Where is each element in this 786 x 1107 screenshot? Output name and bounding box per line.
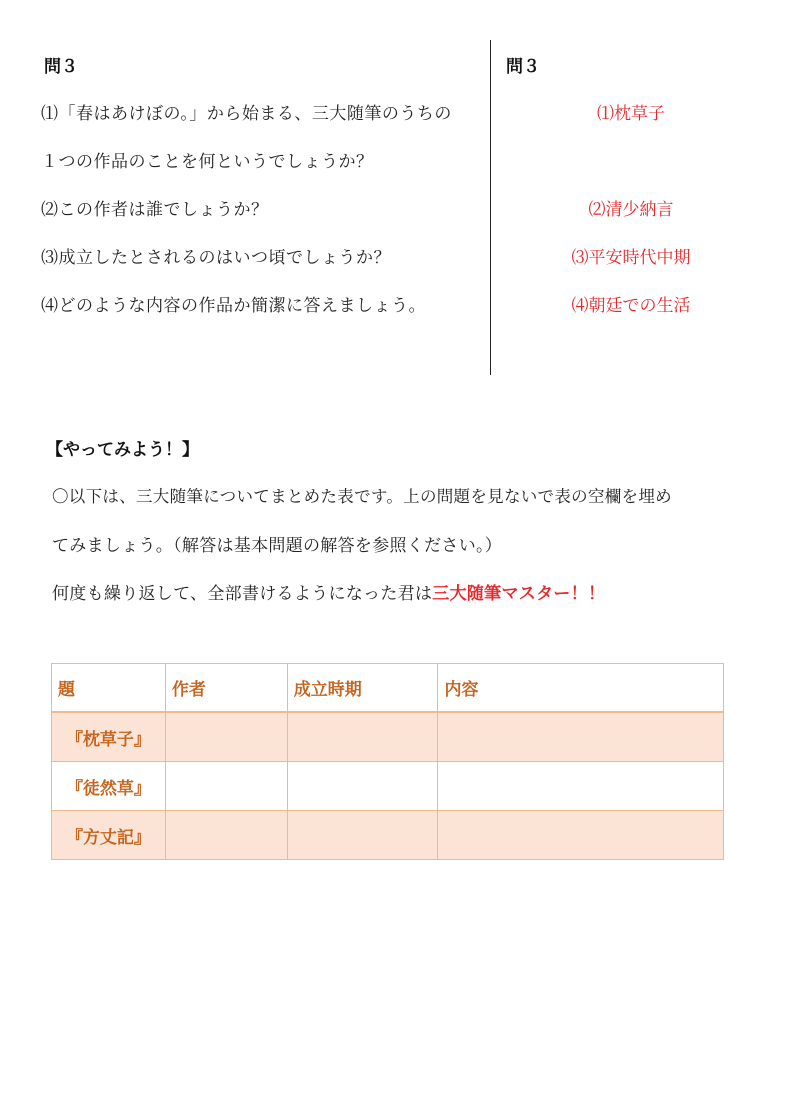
exercise-line-3-text: 何度も繰り返して、全部書けるようになった君は [52, 584, 433, 604]
exercise-line-3 [52, 579, 605, 604]
blank-cell[interactable] [438, 762, 724, 811]
header-period: 成立時期 [287, 664, 438, 713]
blank-cell[interactable] [165, 811, 287, 860]
exercise-line-2: てみましょう。（解答は基本問題の解答を参照ください。） [52, 536, 503, 556]
answer-4: ⑷朝廷での生活 [571, 296, 691, 316]
blank-cell[interactable] [165, 712, 287, 762]
blank-cell[interactable] [287, 712, 438, 762]
blank-cell[interactable] [287, 762, 438, 811]
blank-cell[interactable] [165, 762, 287, 811]
question-line-1: ⑴「春はあけぼの。」から始まる、三大随筆のうちの [41, 104, 452, 124]
header-title: 題 [52, 664, 166, 713]
blank-cell[interactable] [438, 811, 724, 860]
question-line-5: ⑷どのような内容の作品か簡潔に答えましょう。 [41, 296, 426, 316]
table-row [52, 712, 724, 762]
header-content: 内容 [438, 664, 724, 713]
question-heading: 問３ [44, 57, 78, 77]
row-title: 『徒然草』 [52, 762, 166, 811]
answer-heading: 問３ [506, 57, 540, 77]
answer-3: ⑶平安時代中期 [571, 248, 691, 268]
summary-table [51, 663, 724, 860]
column-divider [490, 40, 491, 375]
blank-cell[interactable] [438, 712, 724, 762]
exercise-heading: 【やってみよう！】 [46, 440, 199, 460]
header-author: 作者 [165, 664, 287, 713]
blank-cell[interactable] [287, 811, 438, 860]
table-row [52, 811, 724, 860]
master-emphasis: 三大随筆マスター！！ [432, 584, 606, 604]
answer-2: ⑵清少納言 [588, 200, 674, 220]
answer-1: ⑴枕草子 [597, 104, 665, 124]
table-row [52, 762, 724, 811]
row-title: 『枕草子』 [52, 712, 166, 762]
question-line-4: ⑶成立したとされるのはいつ頃でしょうか？ [41, 248, 391, 268]
table-header-row [52, 664, 724, 713]
question-line-3: ⑵この作者は誰でしょうか？ [41, 200, 269, 220]
question-line-2: １つの作品のことを何というでしょうか？ [41, 152, 374, 172]
row-title: 『方丈記』 [52, 811, 166, 860]
exercise-line-1: 〇以下は、三大随筆についてまとめた表です。上の問題を見ないで表の空欄を埋め [52, 487, 672, 506]
